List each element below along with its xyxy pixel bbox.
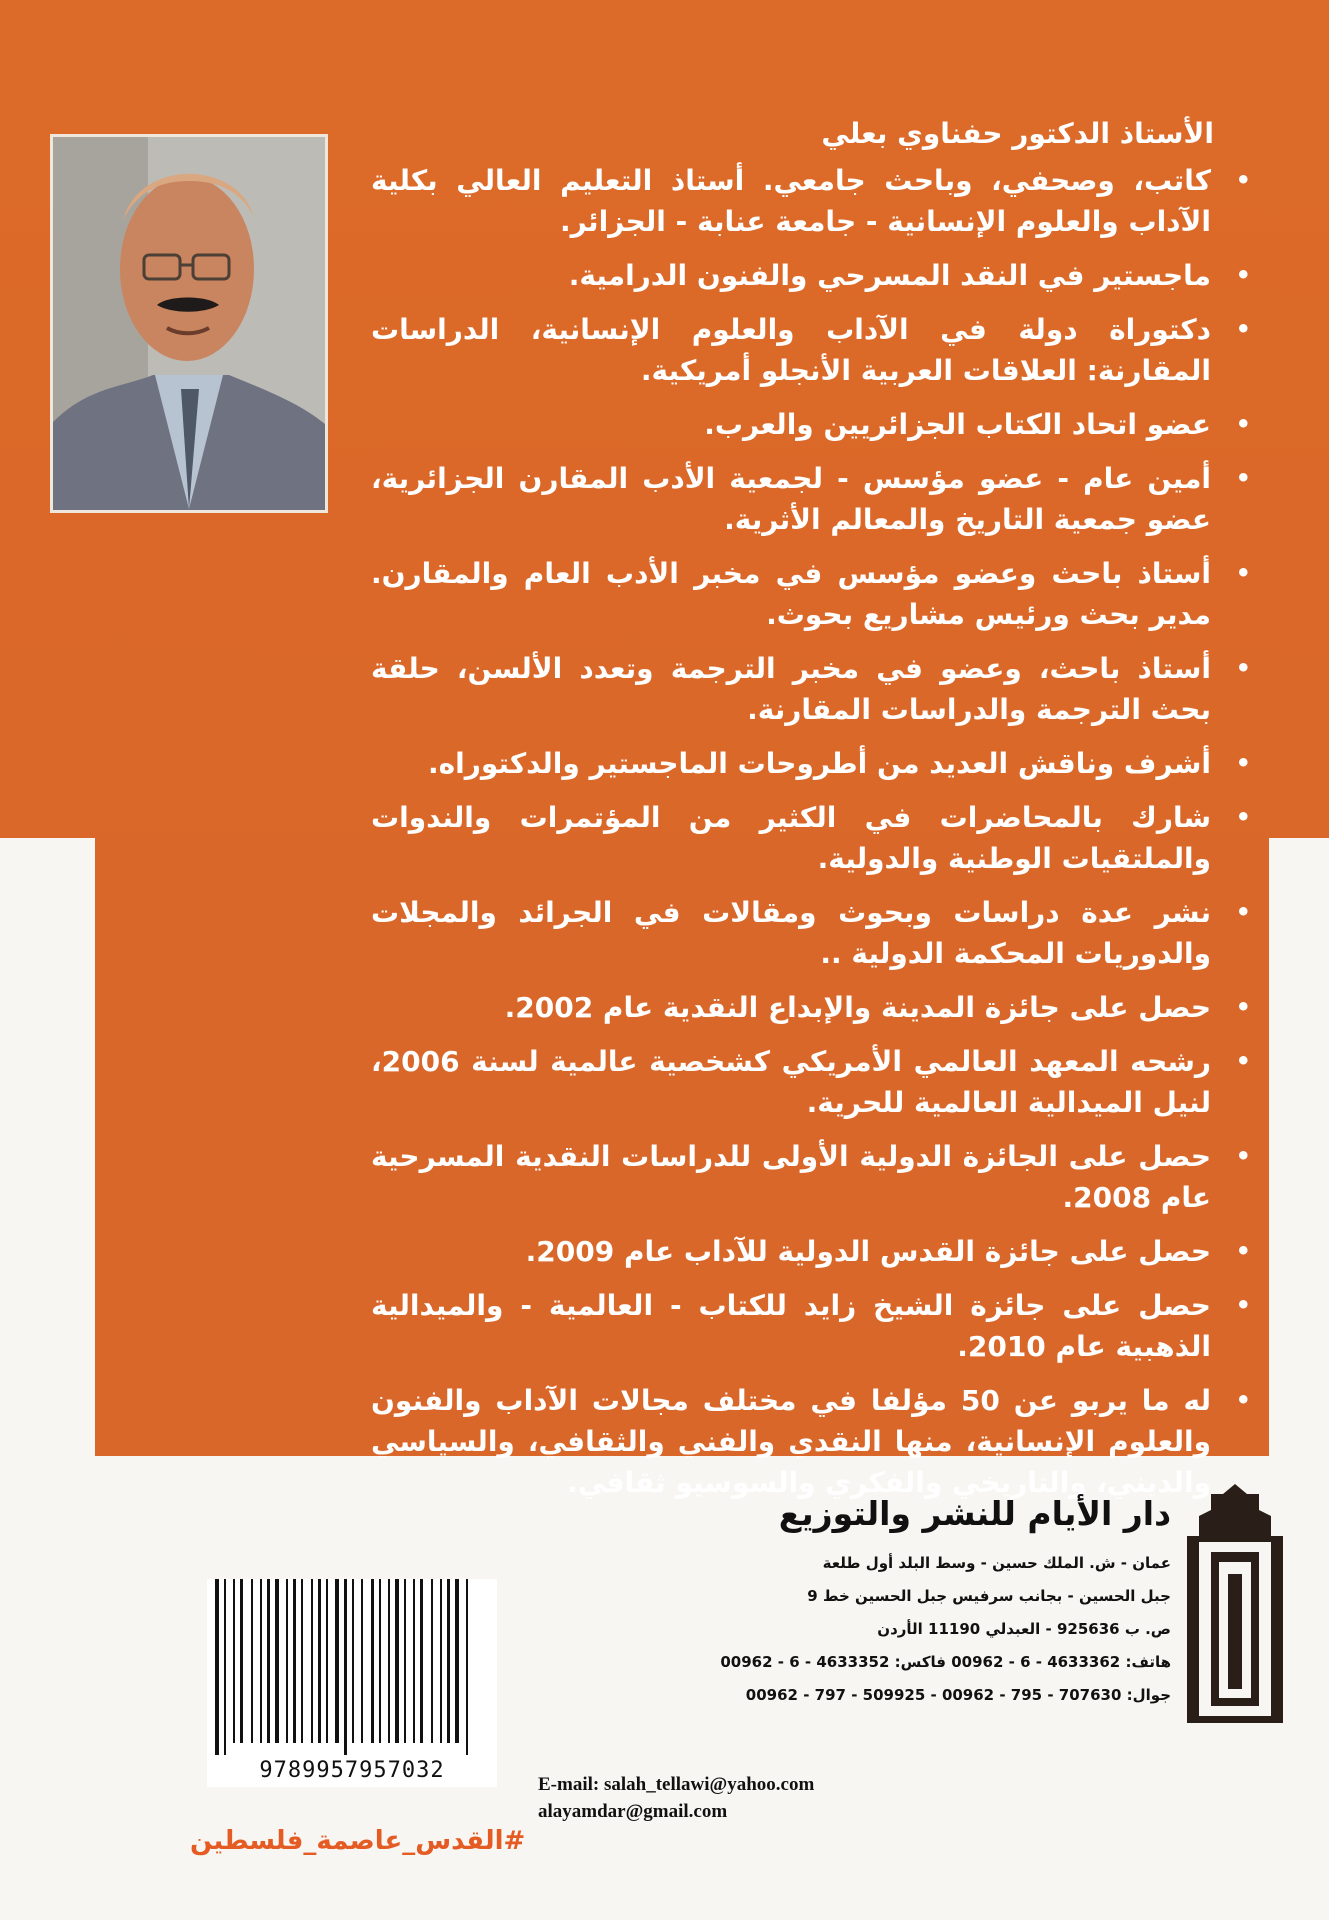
barcode-bar (215, 1579, 219, 1755)
barcode-bar (301, 1579, 303, 1743)
barcode-bar (455, 1579, 459, 1743)
barcode-bar (395, 1579, 399, 1743)
barcode-bar (267, 1579, 270, 1743)
bio-item: • دكتوراة دولة في الآداب والعلوم الإنسانية، الدراسات المقارنة: العلاقات العربية الأنجلو أمريكية. (371, 309, 1251, 391)
barcode-bar (326, 1579, 328, 1743)
bio-item: • أمين عام - عضو مؤسس - لجمعية الأدب المقارن الجزائرية، عضو جمعية التاريخ والمعالم الأثرية. (371, 458, 1251, 540)
bio-item: • شارك بالمحاضرات في الكثير من المؤتمرات والندوات والملتقيات الوطنية والدولية. (371, 797, 1251, 879)
barcode-bar (361, 1579, 363, 1743)
barcode-bar (344, 1579, 347, 1755)
bio-item: • نشر عدة دراسات وبحوث ومقالات في الجرائد والمجلات والدوريات المحكمة الدولية .. (371, 892, 1251, 974)
author-title: الأستاذ الدكتور حفناوي بعلي (821, 117, 1214, 150)
bio-item: • له ما يربو عن 50 مؤلفا في مختلف مجالات الآداب والفنون والعلوم الإنسانية، منها النقدي والفني والثقافي، والسياسي والديني، والتاريخي والفكري والسوسيو ثقافي. (371, 1380, 1251, 1503)
barcode-bar (404, 1579, 406, 1743)
email-secondary: alayamdar@gmail.com (538, 1801, 728, 1822)
bio-item: • ماجستير في النقد المسرحي والفنون الدرامية. (371, 255, 1251, 296)
bio-item: • حصل على جائزة القدس الدولية للآداب عام 2009. (371, 1231, 1251, 1272)
barcode-bar (275, 1579, 279, 1743)
bio-item: • حصل على الجائزة الدولية الأولى للدراسات النقدية المسرحية عام 2008. (371, 1136, 1251, 1218)
publisher-phone-line: هاتف: 4633362 - 6 - 00962 فاكس: 4633352 - 6 - 00962 (720, 1653, 1171, 1671)
hashtag-text: #القدس_عاصمة_فلسطين (190, 1826, 526, 1856)
barcode-bar (413, 1579, 415, 1743)
barcode-bar (224, 1579, 226, 1755)
barcode-bar (240, 1579, 243, 1743)
barcode-bar (379, 1579, 381, 1743)
publisher-name: دار الأيام للنشر والتوزيع (778, 1494, 1171, 1533)
barcode-bar (420, 1579, 423, 1743)
bio-item: • حصل على جائزة الشيخ زايد للكتاب - العالمية - والميدالية الذهبية عام 2010. (371, 1285, 1251, 1367)
email-primary: E-mail: salah_tellawi@yahoo.com (538, 1774, 815, 1795)
publisher-emails (538, 1771, 814, 1825)
publisher-address-line: ص. ب 925636 - العبدلي 11190 الأردن (877, 1620, 1171, 1638)
bio-item: • حصل على جائزة المدينة والإبداع النقدية عام 2002. (371, 987, 1251, 1028)
barcode-bar (293, 1579, 296, 1743)
barcode-bar (260, 1579, 262, 1743)
bio-item: • أستاذ باحث، وعضو في مخبر الترجمة وتعدد الألسن، حلقة بحث الترجمة والدراسات المقارنة. (371, 648, 1251, 730)
barcode-bar (440, 1579, 442, 1743)
barcode-bar (335, 1579, 339, 1743)
bio-item: • عضو اتحاد الكتاب الجزائريين والعرب. (371, 404, 1251, 445)
bio-item: • رشحه المعهد العالمي الأمريكي كشخصية عالمية لسنة 2006، لنيل الميدالية العالمية للحرية. (371, 1041, 1251, 1123)
publisher-block (538, 1494, 1171, 1794)
barcode-bar (431, 1579, 433, 1743)
barcode-bar (466, 1579, 468, 1755)
barcode-bar (388, 1579, 390, 1743)
bio-item: • كاتب، وصحفي، وباحث جامعي. أستاذ التعليم العالي بكلية الآداب والعلوم الإنسانية - جامعة عنابة - الجزائر. (371, 160, 1251, 242)
barcode-bar (447, 1579, 450, 1743)
author-bio-list (371, 160, 1251, 1516)
bio-item: • أشرف وناقش العديد من أطروحات الماجستير والدكتوراه. (371, 743, 1251, 784)
barcode-bar (318, 1579, 321, 1743)
barcode-bar (352, 1579, 354, 1743)
isbn-barcode (207, 1579, 497, 1787)
barcode-bar (251, 1579, 253, 1743)
barcode-bar (233, 1579, 235, 1743)
barcode-bar (371, 1579, 374, 1743)
author-photo (50, 134, 328, 513)
publisher-address-line: عمان - ش. الملك حسين - وسط البلد أول طلعة (822, 1554, 1171, 1572)
publisher-mobile-line: جوال: 707630 - 795 - 00962 - 509925 - 797 - 00962 (745, 1686, 1171, 1704)
publisher-logo (1179, 1480, 1291, 1727)
bio-item: • أستاذ باحث وعضو مؤسس في مخبر الأدب العام والمقارن. مدير بحث ورئيس مشاريع بحوث. (371, 553, 1251, 635)
barcode-bar (311, 1579, 313, 1743)
publisher-address-line: جبل الحسين - بجانب سرفيس جبل الحسين خط 9 (807, 1587, 1171, 1605)
isbn-digits: 9789957957032 (259, 1758, 445, 1783)
barcode-bar (286, 1579, 288, 1743)
